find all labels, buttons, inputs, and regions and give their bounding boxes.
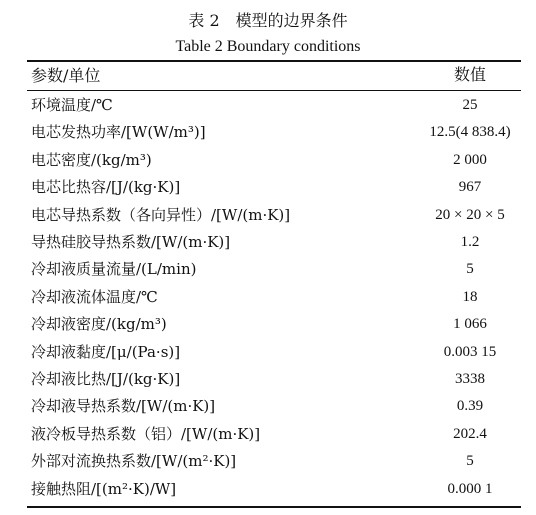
parameter-label: 环境温度/℃ — [31, 96, 113, 114]
parameter-value: 0.39 — [456, 398, 484, 415]
parameter-value: 202.4 — [453, 425, 487, 442]
parameter-label: 电芯密度/(kg/m³) — [31, 150, 152, 169]
parameter-value: 12.5(4 838.4) — [429, 124, 511, 141]
header-value: 数值 — [453, 67, 486, 84]
table-bottom-rule — [27, 506, 521, 508]
parameter-value: 0.003 15 — [443, 343, 497, 360]
table-row — [27, 421, 521, 448]
table-row — [27, 174, 521, 201]
parameter-value: 5 — [466, 261, 474, 278]
table-row — [27, 229, 521, 256]
table-caption-chinese: 表 2 模型的边界条件 — [188, 11, 348, 30]
parameter-value: 20 × 20 × 5 — [435, 206, 505, 223]
table-row — [27, 448, 521, 475]
table-header-row — [27, 62, 521, 89]
parameter-value: 967 — [458, 179, 482, 196]
parameter-label: 电芯导热系数（各向异性）/[W/(m·K)] — [31, 205, 291, 224]
parameter-label: 接触热阻/[(m²·K)/W] — [31, 479, 177, 498]
table-row — [27, 366, 521, 393]
table-row — [27, 311, 521, 338]
parameter-label: 液冷板导热系数（铝）/[W/(m·K)] — [31, 424, 261, 443]
parameter-label: 冷却液流体温度/℃ — [31, 287, 158, 306]
parameter-label: 电芯比热容/[J/(kg·K)] — [31, 178, 181, 197]
parameter-value: 5 — [466, 453, 474, 470]
parameter-value: 3338 — [455, 371, 485, 387]
table-row — [27, 202, 521, 229]
parameter-label: 外部对流换热系数/[W/(m²·K)] — [31, 452, 237, 471]
header-parameter: 参数/单位 — [31, 66, 101, 85]
parameter-value: 25 — [462, 97, 478, 113]
parameter-value: 0.000 1 — [447, 480, 493, 497]
parameter-label: 冷却液导热系数/[W/(m·K)] — [31, 397, 216, 416]
table-row — [27, 476, 521, 503]
parameter-label: 导热硅胶导热系数/[W/(m·K)] — [31, 233, 231, 251]
table-row — [27, 339, 521, 366]
table-row — [27, 92, 521, 119]
parameter-value: 2 000 — [453, 151, 487, 168]
parameter-label: 电芯发热功率/[W(W/m³)] — [31, 123, 206, 142]
table-row — [27, 119, 521, 146]
table-header-rule — [27, 90, 521, 91]
parameter-label: 冷却液比热/[J/(kg·K)] — [31, 370, 181, 388]
parameter-value: 1.2 — [460, 234, 480, 250]
table-row — [27, 147, 521, 174]
table-caption-english: Table 2 Boundary conditions — [175, 38, 361, 55]
table-row — [27, 256, 521, 283]
table-row — [27, 393, 521, 420]
parameter-label: 冷却液质量流量/(L/min) — [31, 260, 197, 279]
parameter-value: 18 — [462, 288, 478, 305]
parameter-label: 冷却液黏度/[μ/(Pa·s)] — [31, 342, 181, 361]
parameter-value: 1 066 — [453, 316, 487, 333]
parameter-label: 冷却液密度/(kg/m³) — [31, 315, 167, 334]
table-row — [27, 284, 521, 311]
